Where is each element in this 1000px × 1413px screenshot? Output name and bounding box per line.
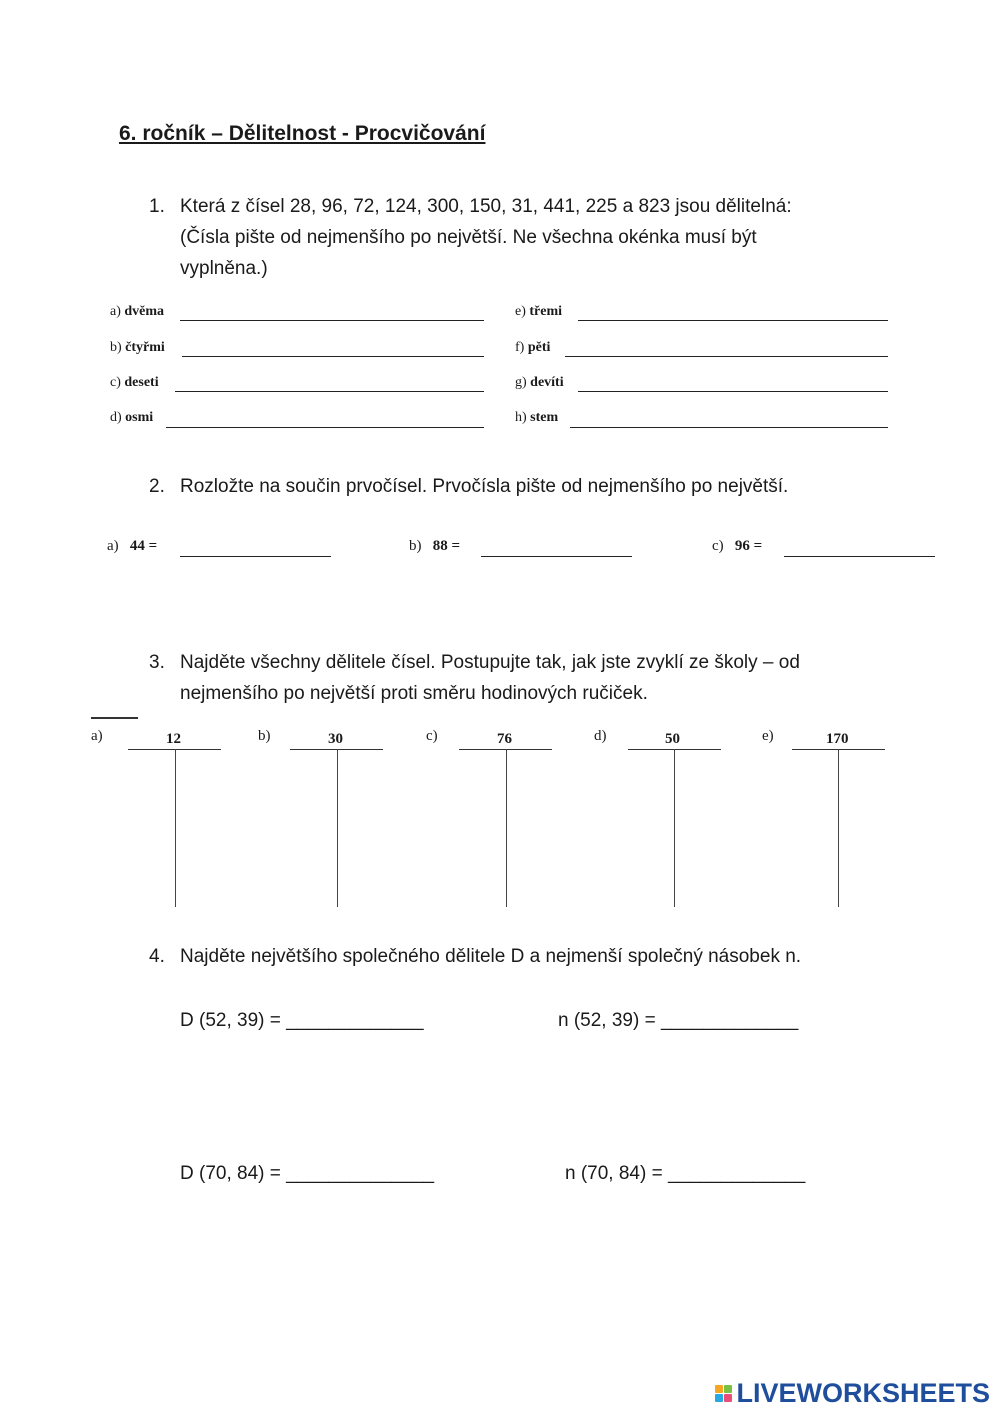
task4-answer-n1[interactable]: _____________ bbox=[660, 1010, 799, 1031]
task2-item-b: b) 88 = bbox=[409, 538, 461, 554]
task4-answer-d2[interactable]: ______________ bbox=[286, 1163, 435, 1184]
task1-item-g: g) devíti bbox=[515, 375, 564, 390]
task4-answer-n2[interactable]: _____________ bbox=[667, 1163, 806, 1184]
task1-answer-c[interactable] bbox=[175, 371, 484, 392]
divider-mark bbox=[91, 717, 138, 719]
task3-item-b-letter: b) bbox=[258, 728, 271, 744]
logo-text: LIVEWORKSHEETS bbox=[736, 1378, 990, 1408]
task1-answer-b[interactable] bbox=[182, 336, 484, 357]
task3-item-e-letter: e) bbox=[762, 728, 774, 744]
task1-answer-d[interactable] bbox=[166, 407, 484, 428]
task3-item-d-value: 50 bbox=[665, 731, 680, 747]
task4-item-d1: D (52, 39) = _____________ bbox=[180, 1010, 424, 1031]
task3-table-c-vline[interactable] bbox=[506, 749, 507, 907]
task1-item-e: e) třemi bbox=[515, 304, 563, 319]
task1-number: 1. bbox=[149, 196, 165, 217]
task3-line-1: Najděte všechny dělitele čísel. Postupujte tak, jak jste zvyklí ze školy – od bbox=[180, 652, 800, 673]
task1-answer-h[interactable] bbox=[570, 407, 888, 428]
task1-item-h: h) stem bbox=[515, 410, 559, 425]
task1-line-2: (Čísla pište od nejmenšího po největší. Ne všechna okénka musí být bbox=[180, 227, 757, 248]
task1-item-a: a) dvěma bbox=[110, 304, 165, 319]
task4-item-n1: n (52, 39) = _____________ bbox=[558, 1010, 799, 1031]
task2-item-c: c) 96 = bbox=[712, 538, 763, 554]
task2-text: Rozložte na součin prvočísel. Prvočísla pište od nejmenšího po největší. bbox=[180, 476, 789, 497]
task1-item-f: f) pěti bbox=[515, 340, 551, 355]
task4-text: Najděte největšího společného dělitele D a nejmenší společný násobek n. bbox=[180, 946, 802, 967]
task3-table-e-vline[interactable] bbox=[838, 749, 839, 907]
task3-table-b-vline[interactable] bbox=[337, 749, 338, 907]
task1-item-d: d) osmi bbox=[110, 410, 154, 425]
task1-line-1: Která z čísel 28, 96, 72, 124, 300, 150, 31, 441, 225 a 823 jsou dělitelná: bbox=[180, 196, 792, 217]
task3-item-e-value: 170 bbox=[826, 731, 849, 747]
task2-answer-a[interactable] bbox=[180, 536, 331, 557]
task1-answer-g[interactable] bbox=[578, 371, 888, 392]
task4-number: 4. bbox=[149, 946, 165, 967]
task3-item-a-value: 12 bbox=[166, 731, 181, 747]
task2-answer-c[interactable] bbox=[784, 536, 935, 557]
liveworksheets-logo[interactable] bbox=[715, 1378, 990, 1409]
task1-line-3: vyplněna.) bbox=[180, 258, 268, 279]
task4-answer-d1[interactable]: _____________ bbox=[286, 1010, 424, 1031]
task3-table-a-vline[interactable] bbox=[175, 749, 176, 907]
task3-item-c-value: 76 bbox=[497, 731, 512, 747]
task3-item-c-letter: c) bbox=[426, 728, 438, 744]
task4-item-n2: n (70, 84) = _____________ bbox=[565, 1163, 806, 1184]
task3-item-b-value: 30 bbox=[328, 731, 343, 747]
task2-item-a: a) 44 = bbox=[107, 538, 158, 554]
task3-line-2: nejmenšího po největší proti směru hodinových ručiček. bbox=[180, 683, 648, 704]
task3-table-d-vline[interactable] bbox=[674, 749, 675, 907]
task1-answer-f[interactable] bbox=[565, 336, 888, 357]
task2-answer-b[interactable] bbox=[481, 536, 632, 557]
task1-text bbox=[180, 191, 792, 284]
task3-item-d-letter: d) bbox=[594, 728, 607, 744]
task3-text bbox=[180, 647, 800, 709]
task2-number: 2. bbox=[149, 476, 165, 497]
liveworksheets-logo-icon bbox=[715, 1385, 732, 1402]
task1-answer-e[interactable] bbox=[578, 300, 888, 321]
task3-number: 3. bbox=[149, 652, 165, 673]
task4-item-d2: D (70, 84) = ______________ bbox=[180, 1163, 435, 1184]
task1-item-b: b) čtyřmi bbox=[110, 340, 165, 355]
task1-answer-a[interactable] bbox=[180, 300, 484, 321]
page-title: 6. ročník – Dělitelnost - Procvičování bbox=[119, 122, 486, 145]
task1-item-c: c) deseti bbox=[110, 375, 159, 390]
task3-item-a-letter: a) bbox=[91, 728, 103, 744]
